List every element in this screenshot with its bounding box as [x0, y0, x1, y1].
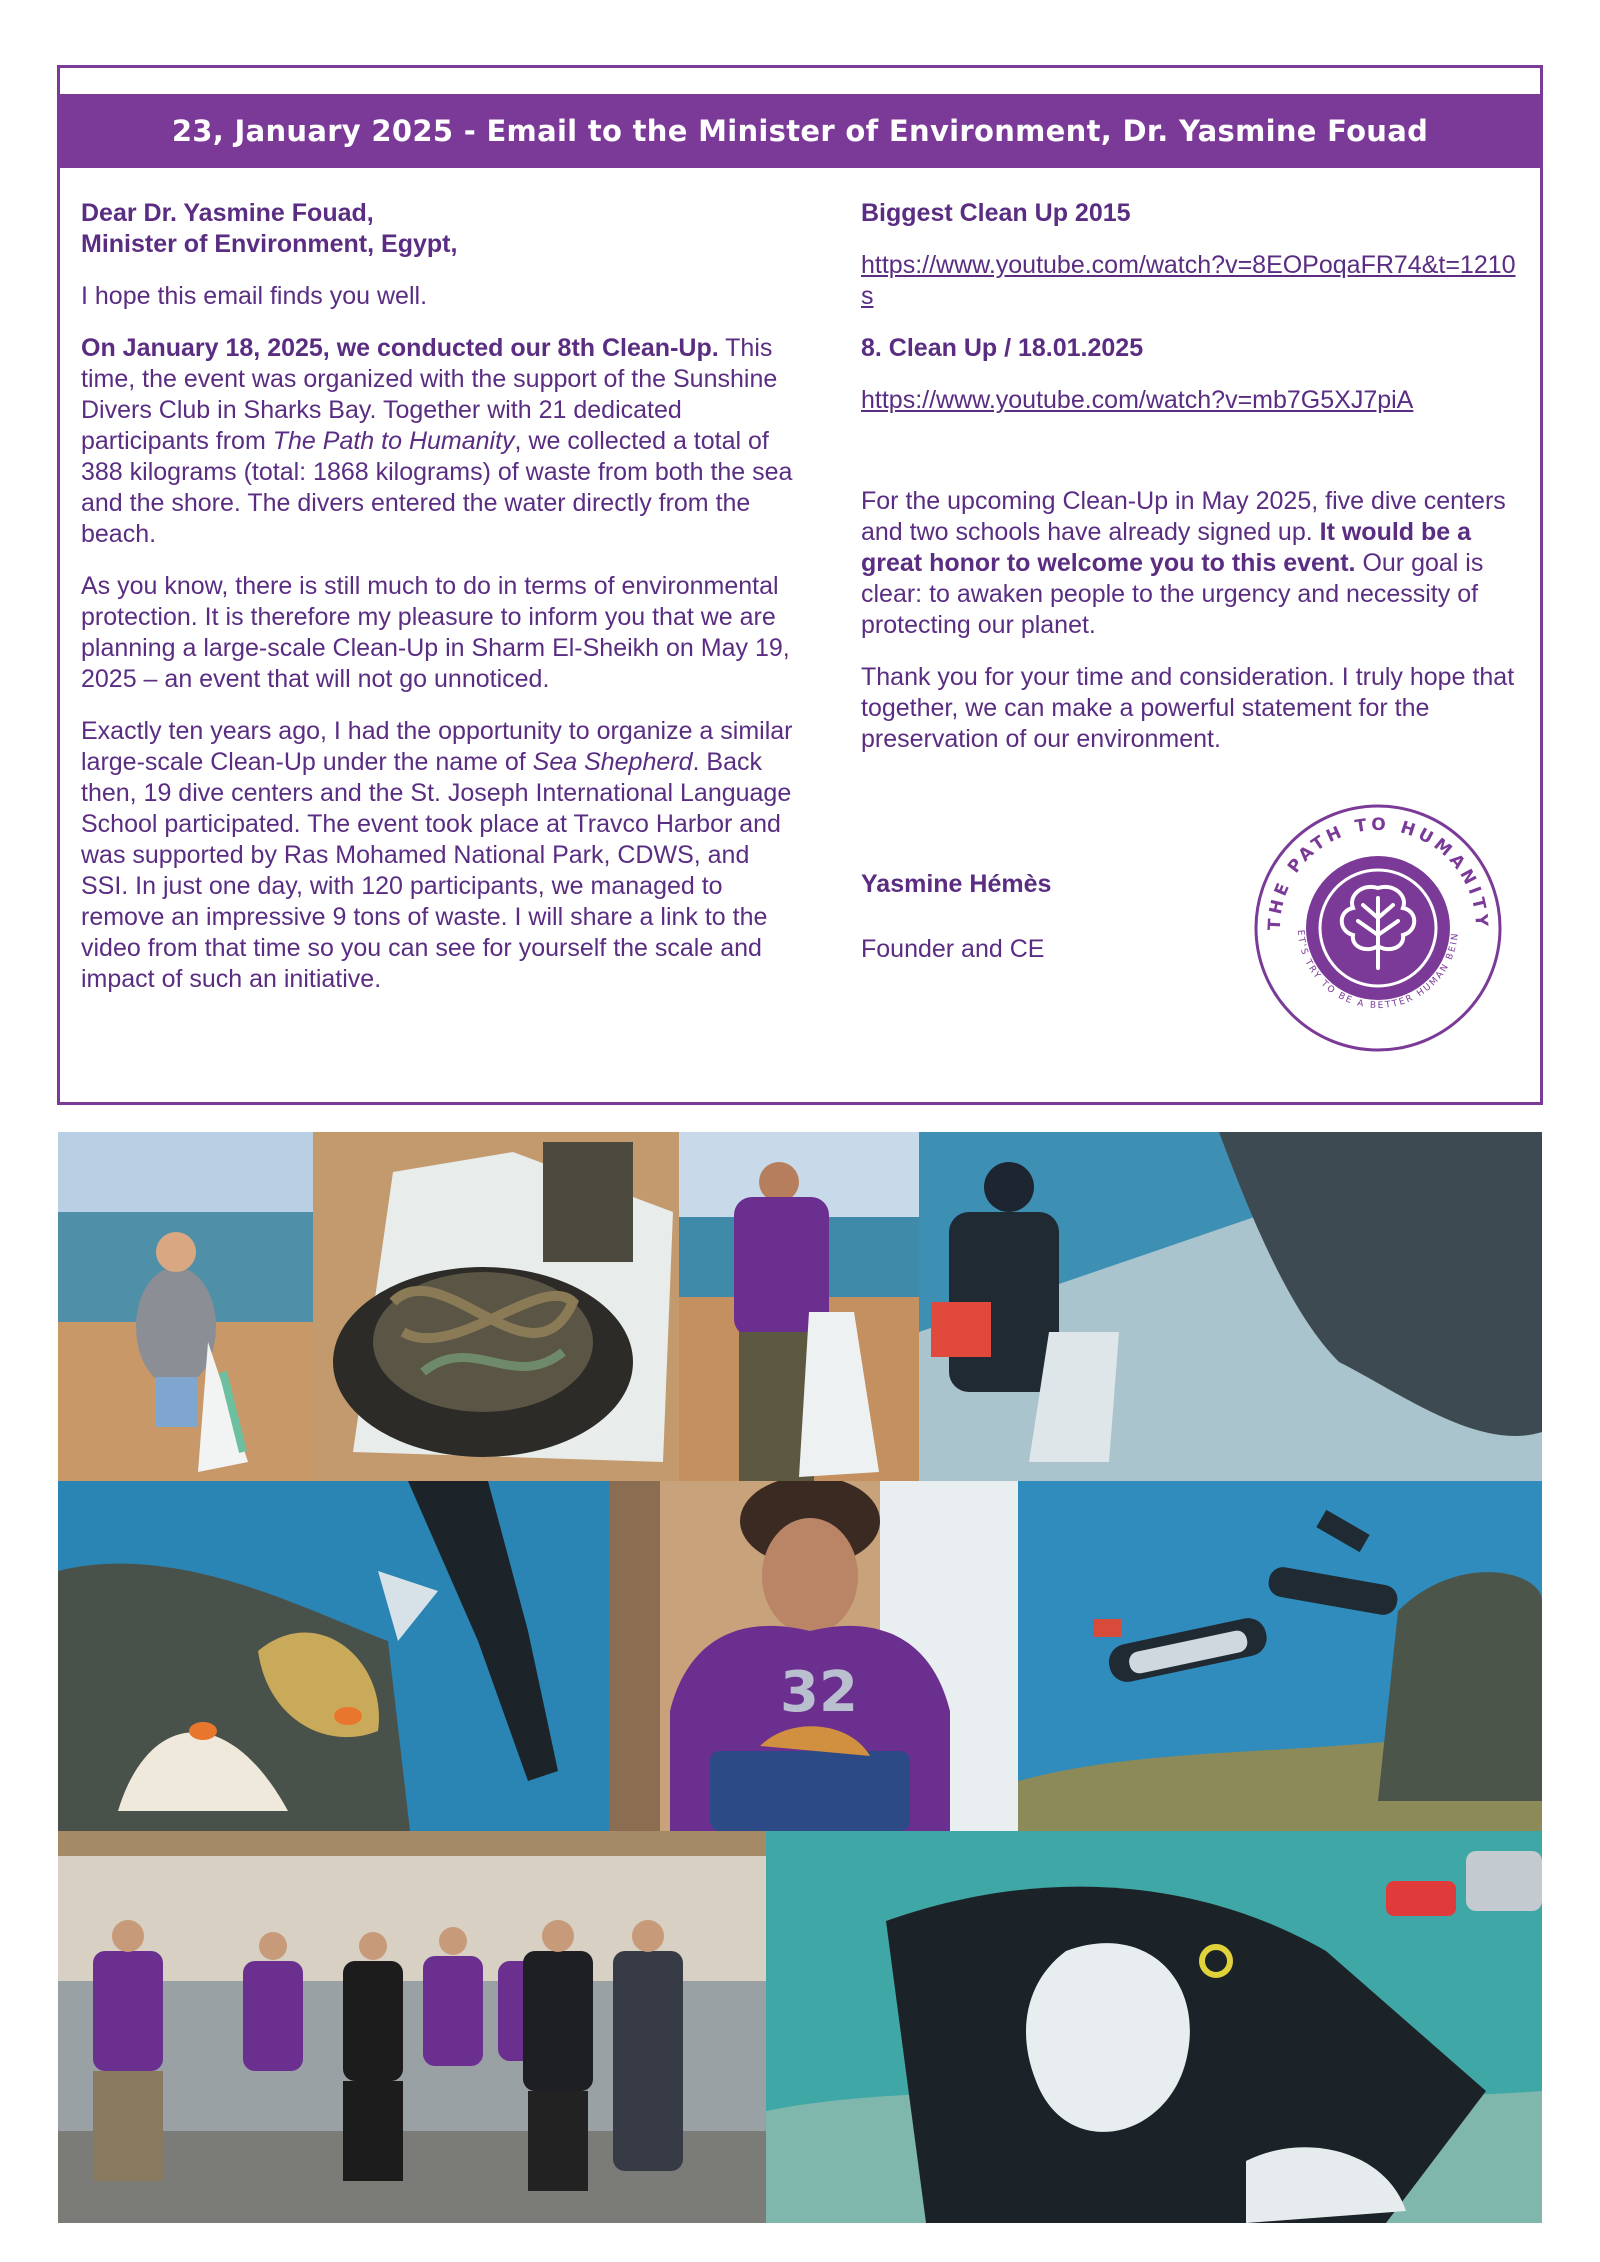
logo-outer-text: THE PATH TO HUMANITY — [1264, 814, 1492, 931]
paragraph-text: , we collected a total of 388 kilograms (total: 1868 kilograms) of waste from both the sea and the shore. The divers entered the water directly from the beach. — [81, 427, 793, 548]
paragraph-text: For the upcoming Clean-Up in May 2025, five dive centers and two schools have already signed up. — [861, 487, 1506, 546]
photo-diver-holding-plastic — [766, 1831, 1542, 2223]
salutation — [81, 198, 796, 260]
photo-collected-waste-tire-rope — [313, 1132, 679, 1481]
organization-name: Sea Shepherd — [532, 748, 693, 776]
paragraph-thanks: Thank you for your time and consideration. I truly hope that together, we can make a powerful statement for the preservation of our environment. — [861, 663, 1515, 753]
salutation-line-2: Minister of Environment, Egypt, — [81, 230, 458, 258]
paragraph-text: This time, the event was organized with the support of the Sunshine Divers Club in Sharks Bay. Together with 21 dedicated participants from — [81, 334, 778, 455]
video1-title: Biggest Clean Up 2015 — [861, 199, 1131, 227]
paragraph-upcoming-cleanup — [861, 486, 1521, 641]
letter-frame — [57, 65, 1543, 1105]
photo-reef-anemone-diver — [58, 1481, 610, 1831]
letter-header-title: 23, January 2025 - Email to the Minister of Environment, Dr. Yasmine Fouad — [60, 94, 1540, 168]
cake-candle-number: 32 — [780, 1660, 858, 1725]
photo-beach-woman-with-bag — [58, 1132, 313, 1481]
paragraph-cleanup-report-lead: On January 18, 2025, we conducted our 8th Clean-Up. — [81, 334, 719, 362]
paragraph-text: . Back then, 19 dive centers and the St. Joseph International Language School participated. The event took place at Travco Harbor and was supported by Ras Mohamed National Park, CDWS, and SSI. In just one day, with 120 participants, we managed to remove an impressive 9 tons of waste. I will share a link to the video from that time so you can see for yourself the scale and impact of such an initiative. — [81, 748, 792, 993]
video1-link[interactable]: https://www.youtube.com/watch?v=8EOPoqaFR74&t=1210s — [861, 251, 1516, 310]
logo-inner-text: ET'S TRY TO BE A BETTER HUMAN BEIN — [1294, 929, 1462, 1012]
paragraph-text: Exactly ten years ago, I had the opportunity to organize a similar large-scale Clean-Up under the name of — [81, 717, 793, 776]
paragraph-past-cleanup — [81, 716, 796, 995]
letter-right-column — [861, 198, 1521, 776]
photo-woman-with-cake — [610, 1481, 1018, 1831]
photo-beach-man-with-bag — [679, 1132, 919, 1481]
letter-left-column — [81, 198, 796, 1016]
video2-title: 8. Clean Up / 18.01.2025 — [861, 334, 1144, 362]
photo-diver-collecting-waste — [919, 1132, 1542, 1481]
invitation-text: It would be a great honor to welcome you to this event. — [861, 518, 1472, 577]
photo-group-of-volunteers — [58, 1831, 766, 2223]
paragraph-planned-cleanup: As you know, there is still much to do in terms of environmental protection. It is therefore my pleasure to inform you that we are planning a large-scale Clean-Up in Sharm El-Sheikh on May 19, 2025 – an event that will not go unnoticed. — [81, 572, 790, 693]
photo-divers-over-reef — [1018, 1481, 1542, 1831]
paragraph-text: Our goal is clear: to awaken people to the urgency and necessity of protecting our planet. — [861, 549, 1484, 639]
paragraph-cleanup-report — [81, 333, 796, 550]
signature-role: Founder and CE — [861, 935, 1045, 963]
path-to-humanity-logo — [1253, 803, 1503, 1053]
organization-name: The Path to Humanity — [272, 427, 515, 455]
video2-link[interactable]: https://www.youtube.com/watch?v=mb7G5XJ7piA — [861, 386, 1414, 414]
signature-name: Yasmine Hémès — [861, 870, 1052, 898]
greeting: I hope this email finds you well. — [81, 282, 428, 310]
salutation-line-1: Dear Dr. Yasmine Fouad, — [81, 199, 374, 227]
